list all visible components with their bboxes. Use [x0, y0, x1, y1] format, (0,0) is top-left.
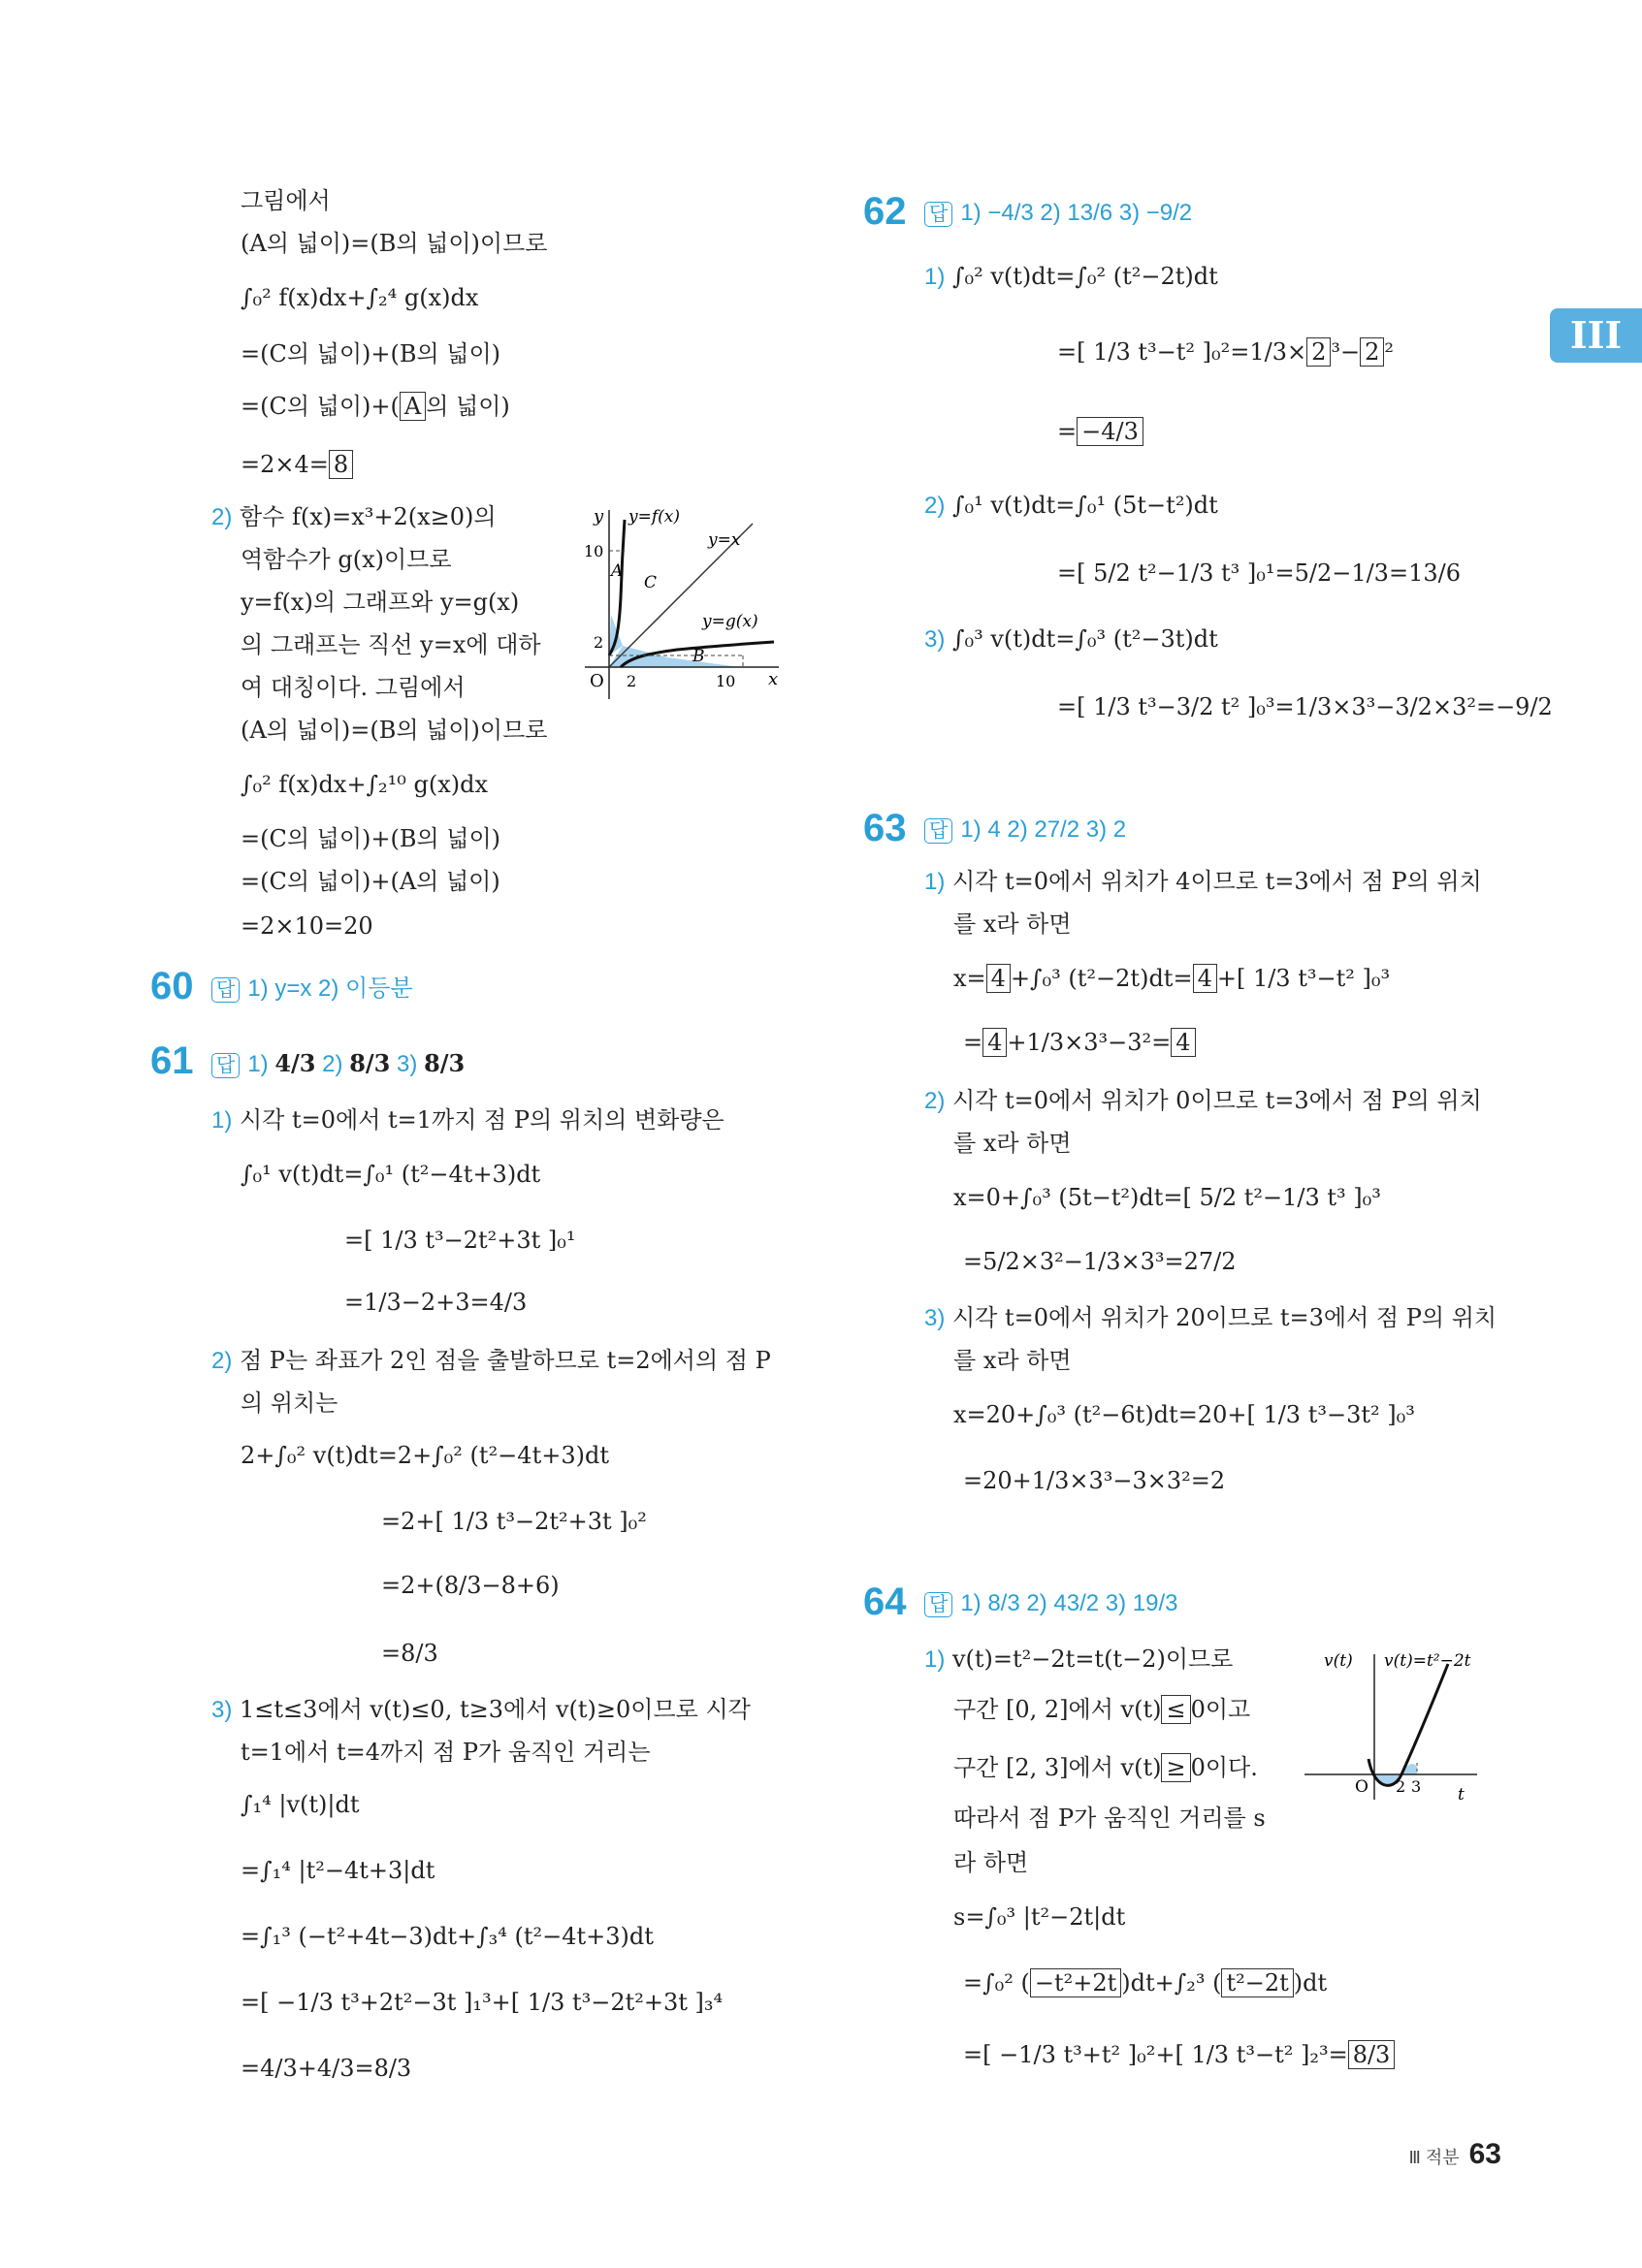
- axis-label-t: t: [1458, 1785, 1465, 1805]
- text-line: [211, 1693, 751, 1727]
- math-line: =5/2×3²−1/3×3³=27/2: [963, 1248, 1237, 1275]
- text-line: 그림에서: [241, 187, 331, 214]
- math-line: [924, 623, 1218, 656]
- text-span: ²: [1384, 338, 1394, 366]
- math-line: [1057, 335, 1394, 368]
- region-label-b: B: [692, 647, 705, 666]
- text-line: 역함수가 g(x)이므로: [241, 546, 452, 573]
- answer-box: 2: [1360, 337, 1384, 367]
- math-line: [924, 260, 1218, 294]
- sub-label: 1): [924, 869, 946, 895]
- text-span: ∫₀³ v(t)dt=∫₀³ (t²−3t)dt: [951, 625, 1218, 653]
- text-span: v(t)=t²−2t=t(t−2)이므로: [951, 1645, 1234, 1673]
- math-line: =(C의 넓이)+(B의 넓이): [241, 340, 501, 367]
- axis-label-y: y: [594, 506, 604, 527]
- math-line: ∫₀¹ v(t)dt=∫₀¹ (t²−4t+3)dt: [241, 1161, 541, 1188]
- text-line: [211, 500, 497, 534]
- text-span: +[ 1/3 t³−t² ]₀³: [1216, 965, 1391, 992]
- math-line: =20+1/3×3³−3×3²=2: [963, 1467, 1226, 1494]
- text-span: =∫₀² (: [963, 1969, 1030, 1996]
- problem-number: 60: [150, 965, 194, 1007]
- math-line: [241, 390, 510, 423]
- text-span: 점 P는 좌표가 2인 점을 출발하므로 t=2에서의 점 P: [239, 1347, 771, 1374]
- line-label: y=x: [708, 530, 741, 550]
- math-line: =2×10=20: [241, 912, 373, 940]
- problem-number: 62: [863, 190, 907, 233]
- tick-label: 10: [584, 542, 604, 560]
- tick-label: 10: [716, 672, 736, 690]
- text-line: 의 위치는: [241, 1390, 338, 1417]
- curve-v-label: v(t)=t²−2t: [1384, 1651, 1471, 1671]
- text-line: [953, 1751, 1258, 1784]
- text-line: y=f(x)의 그래프와 y=g(x): [241, 589, 520, 616]
- sub-label: 2): [211, 1348, 233, 1374]
- math-line: =4/3+4/3=8/3: [241, 2055, 412, 2082]
- math-line: =∫₁⁴ |t²−4t+3|dt: [241, 1857, 435, 1884]
- answer-box: 4: [982, 1028, 1007, 1057]
- text-span: 구간 [0, 2]에서 v(t): [953, 1696, 1162, 1723]
- answer-box: 4: [986, 964, 1011, 993]
- text-span: =(C의 넓이)+(: [241, 393, 400, 420]
- sub-label: 3): [211, 1697, 233, 1723]
- math-line: ∫₀² f(x)dx+∫₂⁴ g(x)dx: [241, 284, 479, 311]
- axis-label-v: v(t): [1324, 1651, 1353, 1671]
- text-line: [924, 865, 1482, 899]
- text-span: +1/3×3³−3²=: [1007, 1029, 1172, 1056]
- text-span: ³−: [1331, 338, 1361, 366]
- text-span: 시각 t=0에서 위치가 4이므로 t=3에서 점 P의 위치: [951, 868, 1482, 895]
- sub-label: 1): [924, 264, 946, 290]
- answer-box: 2: [1306, 337, 1331, 367]
- math-line: ∫₁⁴ |v(t)|dt: [241, 1791, 360, 1818]
- text-span: =[ 1/3 t³−t² ]₀²=1/3×: [1057, 338, 1307, 366]
- math-line: [963, 1966, 1327, 1999]
- text-span: x=: [953, 965, 986, 992]
- answer-box: ≥: [1161, 1753, 1190, 1782]
- text-span: 구간 [2, 3]에서 v(t): [953, 1754, 1162, 1781]
- text-span: =[ −1/3 t³+t² ]₀²+[ 1/3 t³−t² ]₂³=: [963, 2041, 1348, 2068]
- text-line: 의 그래프는 직선 y=x에 대하: [241, 631, 541, 658]
- answer-text: 1) 4 2) 27/2 3) 2: [960, 816, 1127, 843]
- chapter-tab-label: III: [1569, 313, 1623, 357]
- math-line: x=0+∫₀³ (5t−t²)dt=[ 5/2 t²−1/3 t³ ]₀³: [953, 1184, 1381, 1211]
- math-line: =2+[ 1/3 t³−2t²+3t ]₀²: [381, 1508, 647, 1535]
- text-line: [211, 1344, 771, 1378]
- text-span: 0이고: [1190, 1696, 1251, 1723]
- answer-box: 4: [1193, 964, 1217, 993]
- answer-line: [211, 970, 413, 1008]
- text-span: )dt: [1293, 1969, 1328, 1996]
- math-line: =[ 1/3 t³−2t²+3t ]₀¹: [344, 1227, 576, 1254]
- sub-label: 2): [924, 1088, 946, 1114]
- answer-box: 8: [329, 450, 353, 479]
- answer-box: −t²+2t: [1030, 1968, 1121, 1997]
- text-line: 여 대칭이다. 그림에서: [241, 674, 466, 701]
- curve-g-label: y=g(x): [702, 612, 758, 631]
- math-line: s=∫₀³ |t²−2t|dt: [953, 1903, 1126, 1931]
- tick-label: 2: [627, 672, 637, 690]
- text-span: ∫₀¹ v(t)dt=∫₀¹ (5t−t²)dt: [951, 492, 1218, 519]
- text-line: (A의 넓이)=(B의 넓이)이므로: [241, 230, 548, 257]
- answer-badge: 답: [924, 818, 952, 844]
- text-line: t=1에서 t=4까지 점 P가 움직인 거리는: [241, 1739, 651, 1766]
- text-line: 를 x라 하면: [953, 1130, 1072, 1157]
- text-span: ∫₀² v(t)dt=∫₀² (t²−2t)dt: [951, 263, 1218, 290]
- answer-text: 1) 8/3 2) 43/2 3) 19/3: [960, 1590, 1178, 1616]
- math-line: =∫₁³ (−t²+4t−3)dt+∫₃⁴ (t²−4t+3)dt: [241, 1923, 654, 1950]
- math-line: =1/3−2+3=4/3: [344, 1289, 528, 1316]
- math-line: [963, 2038, 1395, 2071]
- text-line: 를 x라 하면: [953, 910, 1072, 938]
- sub-label: 2): [211, 504, 233, 530]
- math-line: =[ 5/2 t²−1/3 t³ ]₀¹=5/2−1/3=13/6: [1057, 559, 1461, 587]
- text-line: 라 하면: [953, 1849, 1029, 1876]
- math-line: =[ 1/3 t³−3/2 t² ]₀³=1/3×3³−3/2×3²=−9/2: [1057, 693, 1553, 720]
- text-line: 를 x라 하면: [953, 1347, 1072, 1374]
- velocity-graph: [1304, 1645, 1498, 1809]
- sub-label: 3): [924, 1305, 946, 1331]
- tick-label: 2: [594, 633, 604, 652]
- text-span: 0이다.: [1190, 1754, 1258, 1781]
- answer-box: 4: [1171, 1028, 1195, 1057]
- answer-line: [924, 811, 1126, 849]
- math-line: =(C의 넓이)+(B의 넓이): [241, 825, 501, 852]
- origin-label: O: [1355, 1777, 1368, 1797]
- math-line: x=20+∫₀³ (t²−6t)dt=20+[ 1/3 t³−3t² ]₀³: [953, 1401, 1415, 1428]
- math-line: =8/3: [381, 1640, 438, 1667]
- answer-box: t²−2t: [1221, 1968, 1293, 1997]
- answer-badge: 답: [924, 1592, 952, 1617]
- problem-number: 64: [863, 1581, 907, 1623]
- text-span: =: [963, 1029, 983, 1056]
- text-span: 함수 f(x)=x³+2(x≥0)의: [239, 503, 497, 530]
- curve-f-label: y=f(x): [628, 507, 680, 527]
- origin-label: O: [590, 671, 604, 691]
- text-line: [953, 1693, 1250, 1726]
- answer-badge: 답: [924, 202, 952, 227]
- math-line: [241, 448, 353, 481]
- text-span: =2×4=: [241, 451, 329, 478]
- math-line: =[ −1/3 t³+2t²−3t ]₁³+[ 1/3 t³−2t²+3t ]₃⁴: [241, 1989, 724, 2016]
- tick-label: 2: [1396, 1777, 1406, 1796]
- inverse-function-graph: [580, 500, 784, 704]
- answer-text: 1) y=x 2) 이등분: [247, 975, 413, 1002]
- section-label: Ⅲ 적분: [1408, 2148, 1460, 2167]
- text-span: 시각 t=0에서 t=1까지 점 P의 위치의 변화량은: [239, 1106, 724, 1134]
- math-line: ∫₀² f(x)dx+∫₂¹⁰ g(x)dx: [241, 771, 489, 798]
- text-span: 1≤t≤3에서 v(t)≤0, t≥3에서 v(t)≥0이므로 시각: [239, 1696, 751, 1723]
- page-footer: [1408, 2138, 1501, 2171]
- text-span: )dt+∫₂³ (: [1121, 1969, 1222, 1996]
- answer-box: ≤: [1161, 1695, 1190, 1724]
- text-line: [924, 1301, 1497, 1335]
- tick-label: 3: [1411, 1777, 1422, 1796]
- answer-box: A: [400, 392, 426, 421]
- answer-text: 1) −4/3 2) 13/6 3) −9/2: [960, 200, 1193, 226]
- math-line: =2+(8/3−8+6): [381, 1572, 560, 1599]
- text-span: 의 넓이): [426, 393, 510, 420]
- math-line: [953, 962, 1390, 995]
- region-label-c: C: [644, 573, 658, 592]
- math-line: [963, 1026, 1196, 1059]
- chapter-tab: [1550, 308, 1642, 363]
- text-line: 따라서 점 P가 움직인 거리를 s: [953, 1805, 1266, 1832]
- math-line: 2+∫₀² v(t)dt=2+∫₀² (t²−4t+3)dt: [241, 1442, 609, 1469]
- answer-box: 8/3: [1348, 2040, 1396, 2069]
- text-line: (A의 넓이)=(B의 넓이)이므로: [241, 717, 548, 744]
- answer-badge: 답: [211, 1053, 240, 1078]
- answer-badge: 답: [211, 977, 240, 1003]
- text-line: [924, 1643, 1233, 1677]
- sub-label: 1): [211, 1107, 233, 1134]
- axis-label-x: x: [768, 669, 779, 689]
- answer-line: [924, 1584, 1177, 1623]
- math-line: =(C의 넓이)+(A의 넓이): [241, 868, 500, 895]
- problem-number: 61: [150, 1039, 194, 1082]
- answer-text: 1) 4/3 2) 8/3 3) 8/3: [247, 1049, 466, 1077]
- problem-number: 63: [863, 807, 907, 849]
- answer-line: [211, 1044, 465, 1084]
- answer-box: −4/3: [1077, 417, 1143, 446]
- text-line: [211, 1103, 724, 1137]
- text-line: [924, 1084, 1482, 1118]
- sub-label: 2): [924, 493, 946, 519]
- text-span: +∫₀³ (t²−2t)dt=: [1010, 965, 1193, 992]
- text-span: =: [1057, 418, 1078, 445]
- sub-label: 1): [924, 1646, 946, 1673]
- sub-label: 3): [924, 626, 946, 653]
- math-line: [1057, 415, 1143, 448]
- page-number: 63: [1468, 2138, 1501, 2170]
- text-span: 시각 t=0에서 위치가 0이므로 t=3에서 점 P의 위치: [951, 1087, 1482, 1114]
- region-label-a: A: [611, 561, 624, 581]
- math-line: [924, 489, 1218, 523]
- answer-line: [924, 194, 1192, 233]
- text-span: 시각 t=0에서 위치가 20이므로 t=3에서 점 P의 위치: [951, 1304, 1497, 1331]
